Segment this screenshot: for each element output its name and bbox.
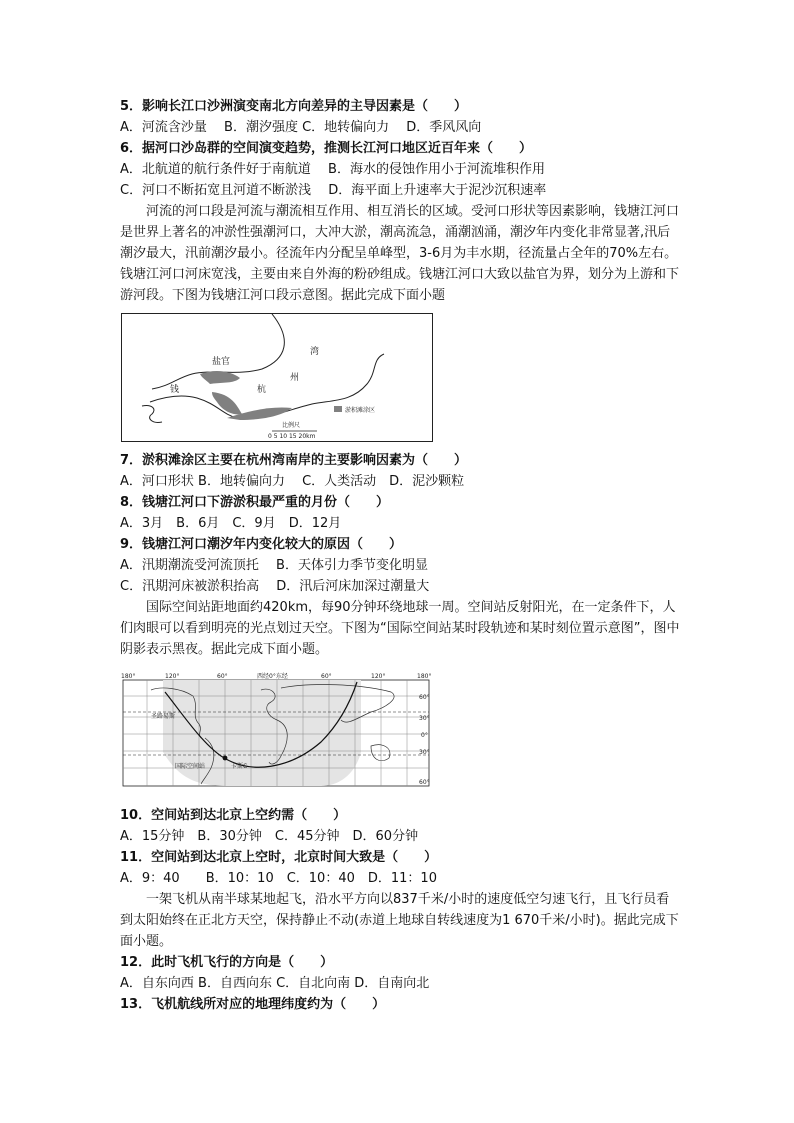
label-saint-louis: 圣路易斯: [151, 713, 176, 720]
label-zhou: 州: [290, 373, 300, 383]
question-5-stem: 5．影响长江口沙洲演变南北方向差异的主导因素是（ ）: [120, 99, 468, 114]
silt-flat-south: [212, 392, 242, 414]
question-7-stem: 7．淤积滩涂区主要在杭州湾南岸的主要影响因素为（ ）: [120, 453, 468, 468]
question-9-options-cd: C．汛期河床被淤积抬高 D．汛后河床加深过潮量大: [120, 579, 430, 594]
lon-label-1: 180°: [121, 673, 136, 680]
question-13-stem: 13．飞机航线所对应的地理纬度约为（ ）: [120, 997, 386, 1012]
lat-label-5: 60°: [419, 779, 430, 786]
scale-title: 比例尺: [282, 422, 301, 429]
lon-label-4: 西经0°东经: [257, 673, 288, 680]
question-5-options: A．河流含沙量 B．潮汐强度 C．地转偏向力 D．季风风向: [120, 120, 482, 135]
question-9-options-ab: A．汛期潮流受河流顶托 B．天体引力季节变化明显: [120, 558, 428, 573]
label-mars: 卡斯C: [231, 763, 248, 770]
lat-label-3: 0°: [421, 732, 428, 739]
qiantang-estuary-map: [121, 313, 433, 442]
legend-label: 淤积滩涂区: [345, 407, 376, 414]
passage-airplane: 一架飞机从南半球某地起飞，沿水平方向以837千米/小时的速度低空匀速飞行，且飞行员看到太阳始终在正北方天空，保持静止不动(赤道上地球自转线速度为1 670千米/小时)。据此完成下面小题。: [120, 892, 679, 949]
question-8-options: A．3月 B．6月 C．9月 D．12月: [120, 516, 342, 531]
label-wan: 湾: [310, 347, 320, 357]
question-10-options: A．15分钟 B．30分钟 C．45分钟 D．60分钟: [120, 829, 419, 844]
lon-label-7: 180°: [417, 673, 432, 680]
passage-iss: 国际空间站距地面约420km，每90分钟环绕地球一周。空间站反射阳光，在一定条件下，人们肉眼可以看到明亮的光点划过天空。下图为“国际空间站某时段轨迹和某时刻位置示意图”，图中阴影表示黑夜。据此完成下面小题。: [120, 600, 680, 657]
lon-label-3: 60°: [217, 673, 228, 680]
lon-label-6: 120°: [371, 673, 386, 680]
question-11-options: A．9：40 B．10：10 C．10：40 D．11：10: [120, 871, 437, 886]
question-12-options: A．自东向西 B．自西向东 C．自北向南 D．自南向北: [120, 976, 430, 991]
question-7-options: A．河口形状 B．地转偏向力 C．人类活动 D．泥沙颗粒: [120, 474, 465, 489]
question-6-options-cd: C．河口不断拓宽且河道不断淤浅 D．海平面上升速率大于泥沙沉积速率: [120, 183, 547, 198]
question-9-stem: 9．钱塘江河口潮汐年内变化较大的原因（ ）: [120, 537, 403, 552]
question-8-stem: 8．钱塘江河口下游淤积最严重的月份（ ）: [120, 495, 390, 510]
label-iss: 国际空间站: [175, 763, 206, 770]
lat-label-2: 30°: [419, 715, 430, 722]
label-hang: 杭: [257, 385, 267, 395]
iss-position: [223, 756, 228, 761]
lat-label-4: 30°: [419, 749, 430, 756]
lon-label-5: 60°: [321, 673, 332, 680]
question-10-stem: 10．空间站到达北京上空约需（ ）: [120, 808, 347, 823]
question-12-stem: 12．此时飞机飞行的方向是（ ）: [120, 955, 334, 970]
lon-label-2: 120°: [165, 673, 180, 680]
iss-orbit-map: [121, 672, 433, 790]
legend-swatch: [334, 406, 342, 412]
question-11-stem: 11．空间站到达北京上空时，北京时间大致是（ ）: [120, 850, 438, 865]
label-qian: 钱: [170, 385, 180, 395]
scale-bar: 0 5 10 15 20km: [268, 433, 316, 440]
question-6-options-ab: A．北航道的航行条件好于南航道 B．海水的侵蚀作用小于河流堆积作用: [120, 162, 545, 177]
passage-qiantang: 河流的河口段是河流与潮流相互作用、相互消长的区域。受河口形状等因素影响，钱塘江河口是世界上著名的冲淤性强潮河口，大冲大淤，潮高流急，涌潮汹涌，潮汐年内变化非常显著,汛后潮汐最大，汛前潮汐最小。径流年内分配呈单峰型，3-6月为丰水期，径流量占全年的70%左右。钱塘江河口河床宽浅，主要由来自外海的粉砂组成。钱塘江河口大致以盐官为界，划分为上游和下游河段。下图为钱塘江河口段示意图。据此完成下面小题: [120, 204, 680, 303]
label-yanguan: 盐官: [212, 357, 231, 367]
silt-flat-north: [200, 371, 240, 384]
lat-label-1: 60°: [419, 694, 430, 701]
question-6-stem: 6．据河口沙岛群的空间演变趋势，推测长江河口地区近百年来（ ）: [120, 141, 533, 156]
